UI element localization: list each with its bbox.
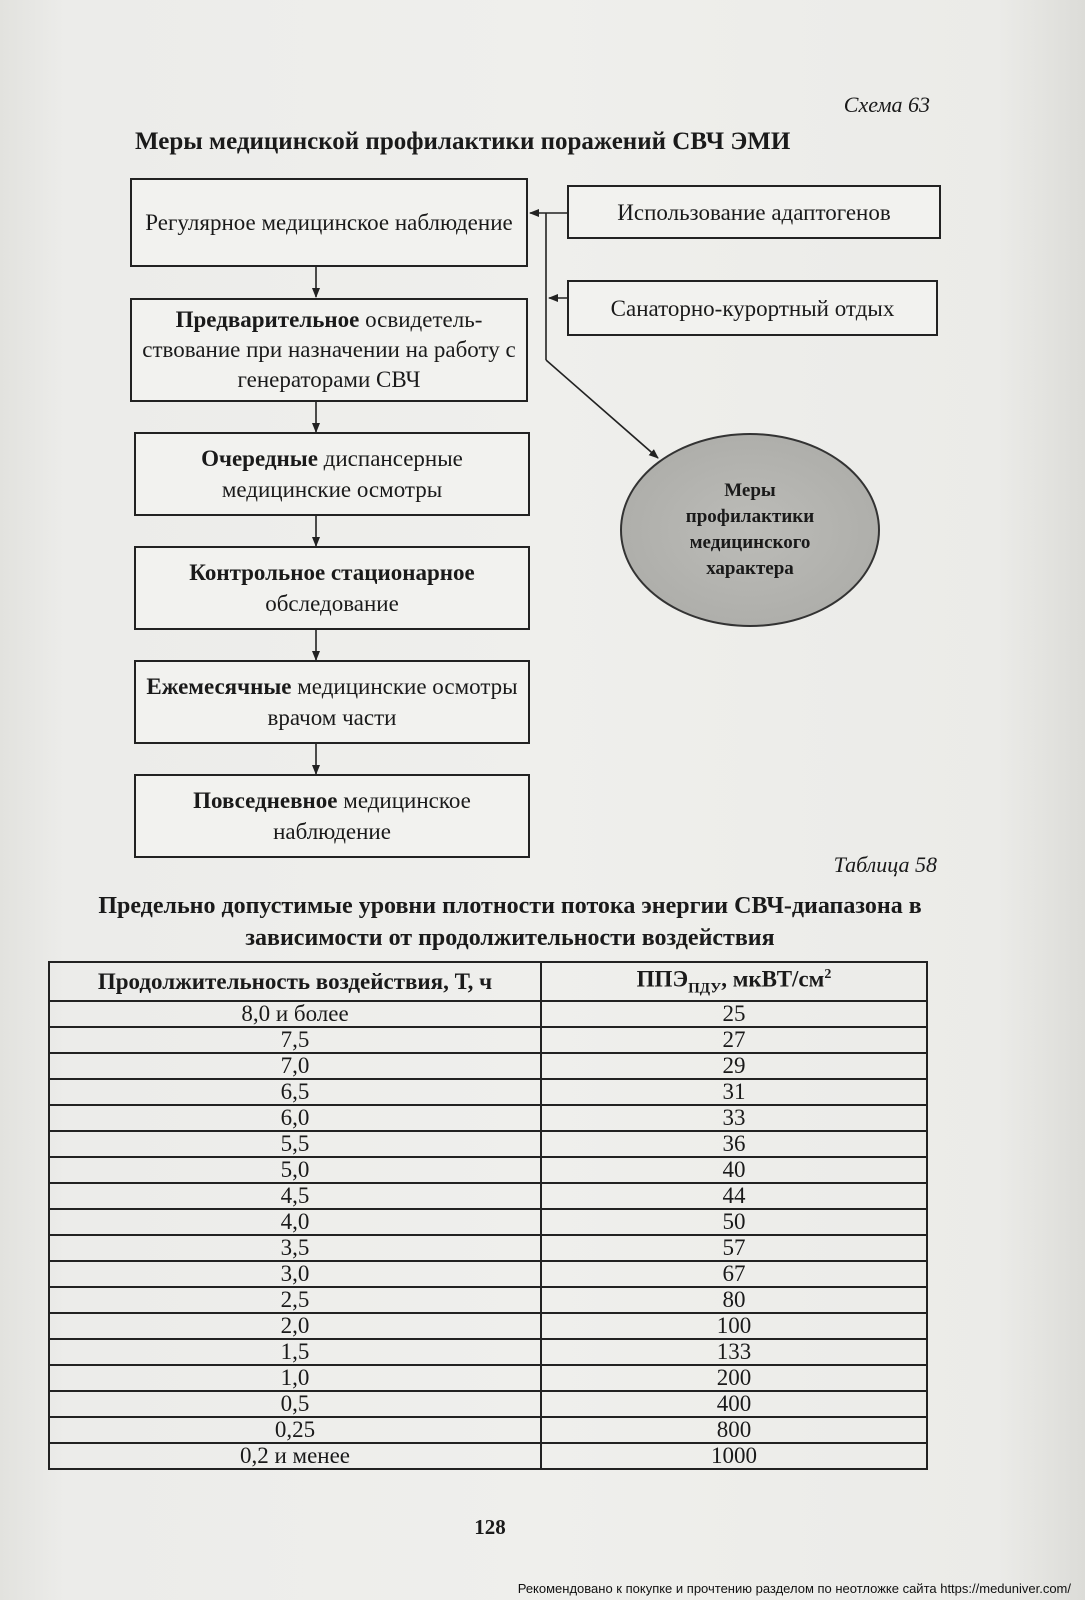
ppe-cell: 1000 <box>541 1443 927 1469</box>
ppe-cell: 400 <box>541 1391 927 1417</box>
ppe-cell: 50 <box>541 1209 927 1235</box>
site-footer: Рекомендовано к покупке и прочтению разделом по неотложке сайта https://meduniver.com/ <box>517 1581 1071 1596</box>
chain-box-text: Регулярное медицинское наблюдение <box>145 210 513 235</box>
header-ppe-subscript: ПДУ <box>688 980 722 997</box>
ppe-cell: 25 <box>541 1001 927 1027</box>
duration-cell: 1,5 <box>49 1339 541 1365</box>
ppe-cell: 100 <box>541 1313 927 1339</box>
chain-box-text: медицинское наблюдение <box>273 788 471 844</box>
table-row <box>49 1209 927 1235</box>
table-title: Предельно допустимые уровни плотности потока энергии СВЧ-диапазона в зависимости от продолжительности воздействия <box>98 893 922 951</box>
table-row <box>49 1001 927 1027</box>
header-ppe <box>541 962 927 1001</box>
table-row <box>49 1313 927 1339</box>
header-ppe-main: ППЭ <box>636 966 689 992</box>
table-header-row <box>49 962 927 1001</box>
table-row <box>49 1339 927 1365</box>
chain-box-text: освидетель-ствование при назначении на работу с генераторами СВЧ <box>142 307 516 392</box>
ppe-cell: 80 <box>541 1287 927 1313</box>
ppe-cell: 33 <box>541 1105 927 1131</box>
chain-box-text: медицинские осмотры врачом части <box>267 674 518 730</box>
chain-box-inpatient-exam <box>134 546 530 630</box>
table-row <box>49 1131 927 1157</box>
chain-box-regular-observation <box>130 178 528 267</box>
table-row <box>49 1053 927 1079</box>
table-row <box>49 1287 927 1313</box>
ppe-cell: 133 <box>541 1339 927 1365</box>
ppe-cell: 36 <box>541 1131 927 1157</box>
table-row <box>49 1105 927 1131</box>
duration-cell: 4,0 <box>49 1209 541 1235</box>
header-ppe-superscript: 2 <box>824 967 832 982</box>
duration-cell: 4,5 <box>49 1183 541 1209</box>
duration-cell: 0,25 <box>49 1417 541 1443</box>
ppe-cell: 31 <box>541 1079 927 1105</box>
ppe-cell: 40 <box>541 1157 927 1183</box>
chain-box-dispensary-exams <box>134 432 530 516</box>
chain-box-text: обследование <box>265 591 399 616</box>
table-row <box>49 1365 927 1391</box>
duration-cell: 6,0 <box>49 1105 541 1131</box>
table-label: Таблица 58 <box>833 852 937 877</box>
table-row <box>49 1417 927 1443</box>
ppe-cell: 57 <box>541 1235 927 1261</box>
chain-box-bold: Повседневное <box>193 788 338 813</box>
chain-box-daily-observation <box>134 774 530 858</box>
duration-cell: 1,0 <box>49 1365 541 1391</box>
table-row <box>49 1157 927 1183</box>
duration-cell: 7,5 <box>49 1027 541 1053</box>
scheme-label: Схема 63 <box>843 92 930 117</box>
chain-box-bold: Контрольное стационарное <box>189 560 475 585</box>
exposure-limits-table <box>48 961 928 1470</box>
duration-cell: 7,0 <box>49 1053 541 1079</box>
ppe-cell: 67 <box>541 1261 927 1287</box>
header-duration: Продолжительность воздействия, Т, ч <box>49 962 541 1001</box>
duration-cell: 2,5 <box>49 1287 541 1313</box>
table-row <box>49 1235 927 1261</box>
ppe-cell: 44 <box>541 1183 927 1209</box>
table-row <box>49 1261 927 1287</box>
page-number: 128 <box>474 1515 506 1539</box>
table-row <box>49 1391 927 1417</box>
table-row <box>49 1079 927 1105</box>
header-ppe-unit: , мкВТ/см <box>721 966 825 992</box>
duration-cell: 3,0 <box>49 1261 541 1287</box>
ppe-cell: 800 <box>541 1417 927 1443</box>
prevention-measures-ellipse <box>620 433 880 627</box>
chain-box-bold: Ежемесячные <box>146 674 292 699</box>
ppe-cell: 200 <box>541 1365 927 1391</box>
chain-box-text: диспансерные медицинские осмотры <box>221 446 463 502</box>
duration-cell: 5,5 <box>49 1131 541 1157</box>
duration-cell: 0,5 <box>49 1391 541 1417</box>
duration-cell: 0,2 и менее <box>49 1443 541 1469</box>
ellipse-label: Меры профилактики медицинского характера <box>685 480 815 579</box>
duration-cell: 8,0 и более <box>49 1001 541 1027</box>
side-box-adaptogens: Использование адаптогенов <box>567 185 941 239</box>
table-row <box>49 1183 927 1209</box>
chain-box-bold: Предварительное <box>175 307 360 332</box>
arrow-to-ellipse <box>546 360 658 458</box>
duration-cell: 2,0 <box>49 1313 541 1339</box>
scheme-title: Меры медицинской профилактики поражений СВЧ ЭМИ <box>135 128 791 155</box>
ppe-cell: 27 <box>541 1027 927 1053</box>
duration-cell: 6,5 <box>49 1079 541 1105</box>
ppe-cell: 29 <box>541 1053 927 1079</box>
side-box-sanatorium: Санаторно-курортный отдых <box>567 280 938 336</box>
table-row <box>49 1443 927 1469</box>
table-row <box>49 1027 927 1053</box>
chain-box-preliminary-exam <box>130 298 528 402</box>
duration-cell: 5,0 <box>49 1157 541 1183</box>
duration-cell: 3,5 <box>49 1235 541 1261</box>
chain-box-bold: Очередные <box>201 446 318 471</box>
chain-box-monthly-exams <box>134 660 530 744</box>
table-body <box>49 1001 927 1469</box>
